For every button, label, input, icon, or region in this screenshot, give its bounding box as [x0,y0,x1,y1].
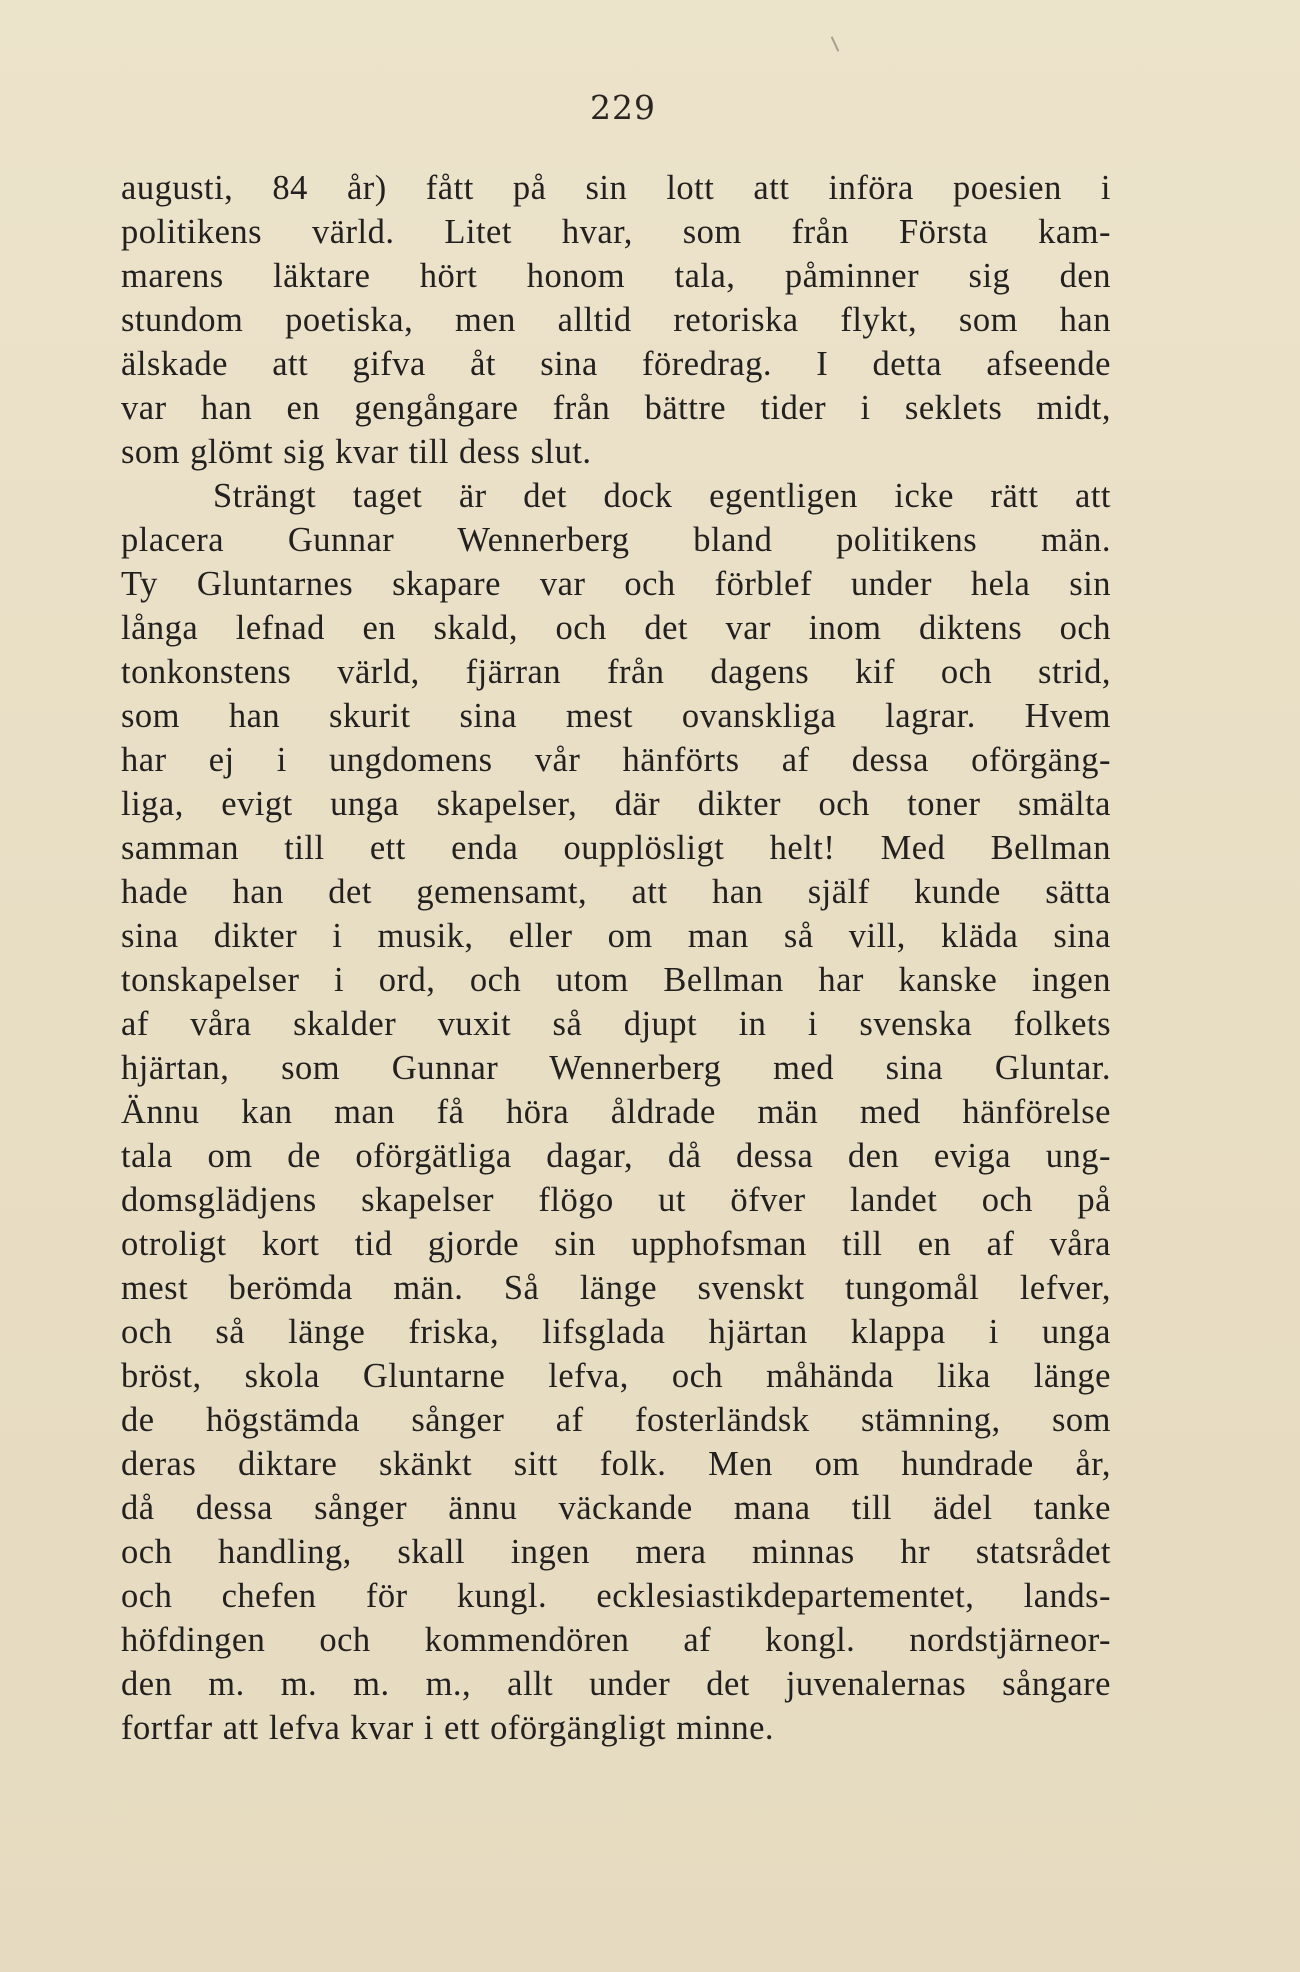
text-line: politikens värld. Litet hvar, som från Första kam- [121,213,1111,251]
text-line: Strängt taget är det dock egentligen icke rätt att [213,477,1111,515]
text-line: Ty Gluntarnes skapare var och förblef under hela sin [121,565,1111,603]
text-line: Ännu kan man få höra åldrade män med hänförelse [121,1093,1111,1131]
text-line: och så länge friska, lifsglada hjärtan klappa i unga [121,1313,1111,1351]
text-line: af våra skalder vuxit så djupt in i svenska folkets [121,1005,1111,1043]
body-text [121,166,1111,1750]
text-line: tonskapelser i ord, och utom Bellman har kanske ingen [121,961,1111,999]
text-line: deras diktare skänkt sitt folk. Men om hundrade år, [121,1445,1111,1483]
text-line: fortfar att lefva kvar i ett oförgängligt minne. [121,1709,775,1747]
text-line: som glömt sig kvar till dess slut. [121,433,592,471]
text-line: hade han det gemensamt, att han själf kunde sätta [121,873,1111,911]
text-line: älskade att gifva åt sina föredrag. I detta afseende [121,345,1111,383]
paper-speck [831,36,840,51]
text-line: de högstämda sånger af fosterländsk stämning, som [121,1401,1111,1439]
text-line: domsglädjens skapelser flögo ut öfver landet och på [121,1181,1111,1219]
text-line: har ej i ungdomens vår hänförts af dessa oförgäng- [121,741,1111,779]
text-line: och chefen för kungl. ecklesiastikdepartementet, lands- [121,1577,1111,1615]
text-line: var han en gengångare från bättre tider i seklets midt, [121,389,1111,427]
text-line: samman till ett enda oupplösligt helt! Med Bellman [121,829,1111,867]
page-number: 229 [590,88,656,127]
text-line: höfdingen och kommendören af kongl. nordstjärneor- [121,1621,1111,1659]
text-line: marens läktare hört honom tala, påminner sig den [121,257,1111,295]
text-line: hjärtan, som Gunnar Wennerberg med sina Gluntar. [121,1049,1111,1087]
text-line: och handling, skall ingen mera minnas hr statsrådet [121,1533,1111,1571]
text-line: stundom poetiska, men alltid retoriska flykt, som han [121,301,1111,339]
text-line: tonkonstens värld, fjärran från dagens kif och strid, [121,653,1111,691]
text-line: augusti, 84 år) fått på sin lott att införa poesien i [121,169,1111,207]
text-line: tala om de oförgätliga dagar, då dessa den eviga ung- [121,1137,1111,1175]
text-line: sina dikter i musik, eller om man så vill, kläda sina [121,917,1111,955]
text-line: mest berömda män. Så länge svenskt tungomål lefver, [121,1269,1111,1307]
text-line: bröst, skola Gluntarne lefva, och måhända lika länge [121,1357,1111,1395]
text-line: otroligt kort tid gjorde sin upphofsman till en af våra [121,1225,1111,1263]
text-line: långa lefnad en skald, och det var inom diktens och [121,609,1111,647]
text-line: placera Gunnar Wennerberg bland politikens män. [121,521,1111,559]
text-line: som han skurit sina mest ovanskliga lagrar. Hvem [121,697,1111,735]
text-line: den m. m. m. m., allt under det juvenalernas sångare [121,1665,1111,1703]
text-line: då dessa sånger ännu väckande mana till ädel tanke [121,1489,1111,1527]
text-line: liga, evigt unga skapelser, där dikter och toner smälta [121,785,1111,823]
